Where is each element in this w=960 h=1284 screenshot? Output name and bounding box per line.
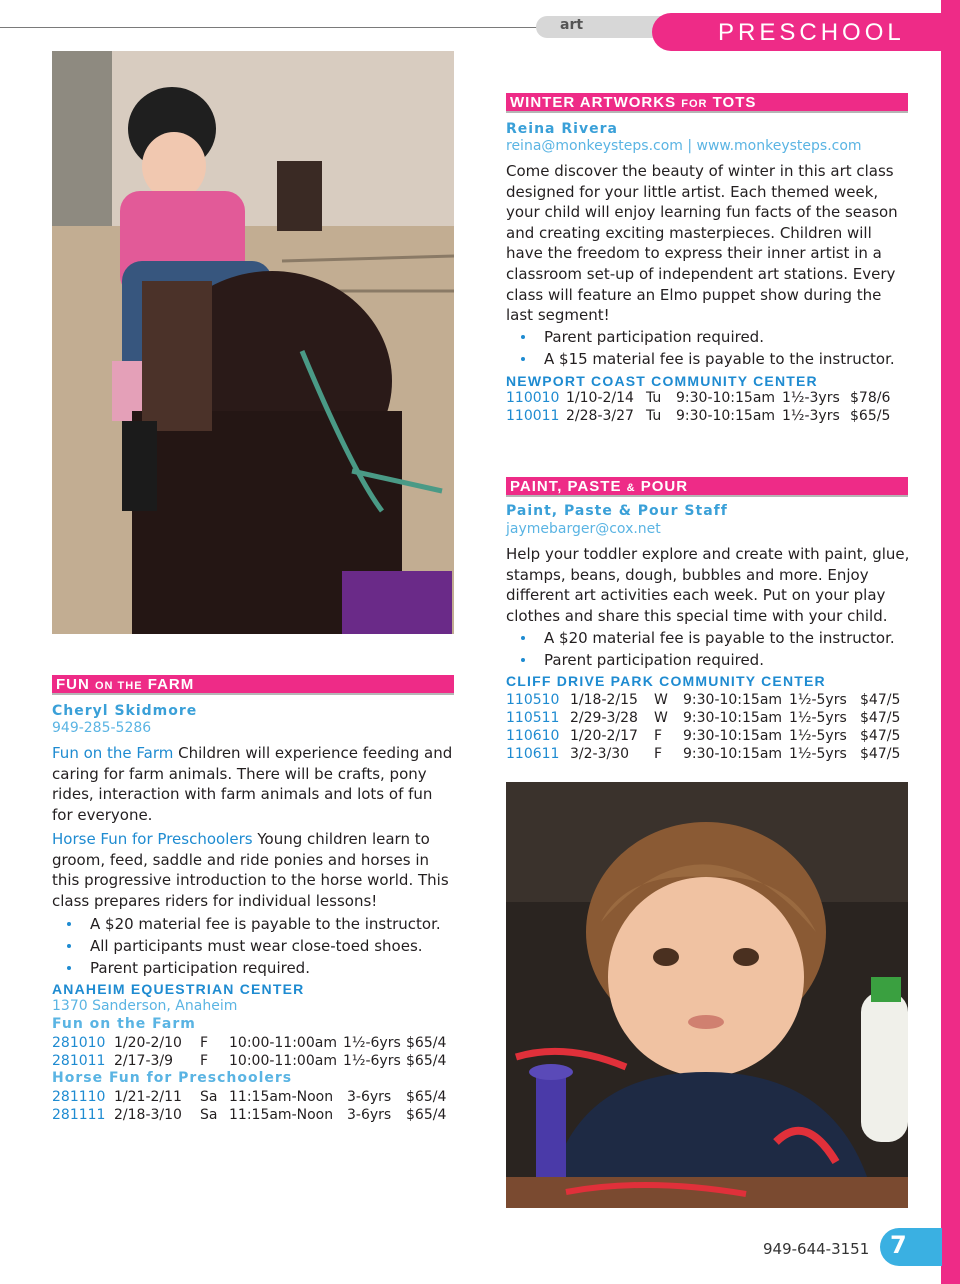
class-day: Tu: [646, 390, 662, 406]
pony-photo: [52, 51, 454, 634]
winter-center: NEWPORT COAST COMMUNITY CENTER: [506, 373, 818, 389]
farm-phone: 949-285-5286: [52, 720, 152, 736]
class-ages: 1½-6yrs: [343, 1053, 401, 1069]
paint-bullets: [506, 627, 910, 671]
farm-lead-2: Horse Fun for Preschoolers: [52, 830, 253, 848]
farm-desc-2: Young children learn to groom, feed, saddle and ride ponies and horses in this progressive introduction to the horse world. This class prepares riders for individual lessons!: [52, 830, 449, 910]
class-ages: 1½-3yrs: [782, 390, 840, 406]
class-ages: 3-6yrs: [347, 1089, 392, 1105]
page-number-tab: [880, 1228, 942, 1266]
bullet-item: Parent participation required.: [506, 649, 910, 671]
paint-title-bar: [506, 477, 908, 497]
class-time: 9:30-10:15am: [683, 692, 783, 708]
farm-schedule-table-1: [52, 1034, 446, 1070]
farm-lead-1: Fun on the Farm: [52, 744, 174, 762]
class-fee: $47/5: [860, 692, 901, 708]
class-dates: 2/29-3/28: [570, 710, 638, 726]
farm-instructor: Cheryl Skidmore: [52, 703, 198, 719]
class-ages: 3-6yrs: [347, 1107, 392, 1123]
class-fee: $78/6: [850, 390, 891, 406]
farm-title-small: ON THE: [95, 680, 143, 692]
paint-schedule-table: [506, 691, 900, 763]
class-code: 281110: [52, 1089, 106, 1105]
farm-title-bar: [52, 675, 454, 695]
class-code: 110611: [506, 746, 560, 762]
class-ages: 1½-5yrs: [789, 746, 847, 762]
class-time: 9:30-10:15am: [676, 390, 776, 406]
class-time: 9:30-10:15am: [683, 728, 783, 744]
farm-address: 1370 Sanderson, Anaheim: [52, 998, 238, 1014]
class-ages: 1½-5yrs: [789, 728, 847, 744]
class-time: 11:15am-Noon: [229, 1089, 334, 1105]
class-fee: $47/5: [860, 728, 901, 744]
farm-center: ANAHEIM EQUESTRIAN CENTER: [52, 981, 305, 997]
farm-title-part: FARM: [142, 676, 195, 693]
paint-instructor: Paint, Paste & Pour Staff: [506, 503, 728, 519]
class-time: 10:00-11:00am: [229, 1035, 337, 1051]
class-time: 11:15am-Noon: [229, 1107, 334, 1123]
farm-description-2: [52, 829, 456, 911]
farm-bullets: [52, 913, 456, 979]
class-fee: $65/4: [406, 1107, 447, 1123]
winter-title-part: WINTER ARTWORKS: [510, 94, 682, 111]
table-row: [52, 1034, 446, 1052]
class-time: 9:30-10:15am: [676, 408, 776, 424]
farm-subhead-2: Horse Fun for Preschoolers: [52, 1070, 293, 1086]
class-dates: 1/18-2/15: [570, 692, 638, 708]
class-code: 110010: [506, 390, 560, 406]
paint-center: CLIFF DRIVE PARK COMMUNITY CENTER: [506, 673, 826, 689]
class-fee: $65/4: [406, 1089, 447, 1105]
farm-schedule-table-2: [52, 1088, 446, 1124]
table-row: [506, 691, 900, 709]
table-row: [506, 727, 900, 745]
class-dates: 1/21-2/11: [114, 1089, 182, 1105]
farm-title-part: FUN: [56, 676, 95, 693]
farm-subhead-1: Fun on the Farm: [52, 1016, 196, 1032]
class-fee: $65/4: [406, 1035, 447, 1051]
farm-desc-1: Children will experience feeding and caring for farm animals. There will be crafts, pony rides, interaction with farm animals and lots of fun for everyone.: [52, 744, 453, 824]
bullet-item: All participants must wear close-toed shoes.: [52, 935, 456, 957]
class-fee: $65/5: [850, 408, 891, 424]
winter-title-small: FOR: [681, 98, 708, 110]
class-day: F: [654, 728, 663, 744]
farm-description-1: [52, 743, 456, 825]
footer-phone: 949-644-3151: [763, 1240, 870, 1258]
table-row: [52, 1106, 446, 1124]
class-code: 110510: [506, 692, 560, 708]
class-time: 9:30-10:15am: [683, 710, 783, 726]
class-code: 110511: [506, 710, 560, 726]
class-day: Tu: [646, 408, 662, 424]
class-fee: $47/5: [860, 746, 901, 762]
class-dates: 2/17-3/9: [114, 1053, 174, 1069]
table-row: [506, 709, 900, 727]
class-day: F: [200, 1035, 209, 1051]
paint-description: Help your toddler explore and create with paint, glue, stamps, beans, dough, bubbles and more. Enjoy different art activities each week. Put on your play clothes and share this special time with your child.: [506, 545, 910, 625]
class-code: 281011: [52, 1053, 106, 1069]
winter-description: Come discover the beauty of winter in this art class designed for your little artist. Each themed week, your child will enjoy learning fun facts of the season and creating exciting masterpieces. Children will have the freedom to express their inner artist in a classroom set-up of independent art stations. Every class will feature an Elmo puppet show during the last segment!: [506, 162, 898, 325]
table-row: [506, 407, 890, 425]
class-ages: 1½-6yrs: [343, 1035, 401, 1051]
class-code: 110011: [506, 408, 560, 424]
bullet-item: Parent participation required.: [506, 326, 910, 348]
class-ages: 1½-5yrs: [789, 710, 847, 726]
class-time: 9:30-10:15am: [683, 746, 783, 762]
class-code: 281111: [52, 1107, 106, 1123]
class-dates: 3/2-3/30: [570, 746, 630, 762]
class-code: 110610: [506, 728, 560, 744]
category-label: art: [560, 17, 584, 33]
section-tab: [652, 13, 952, 51]
winter-contact[interactable]: reina@monkeysteps.com | www.monkeysteps.com: [506, 138, 862, 154]
class-fee: $47/5: [860, 710, 901, 726]
class-dates: 1/20-2/17: [570, 728, 638, 744]
class-day: Sa: [200, 1107, 218, 1123]
winter-instructor: Reina Rivera: [506, 121, 618, 137]
class-day: F: [654, 746, 663, 762]
section-label: PRESCHOOL: [718, 19, 905, 46]
paint-title-part: PAINT, PASTE: [510, 478, 627, 495]
table-row: [506, 389, 890, 407]
winter-title-part: TOTS: [707, 94, 757, 111]
winter-bullets: [506, 326, 910, 370]
table-row: [52, 1052, 446, 1070]
class-day: Sa: [200, 1089, 218, 1105]
table-row: [506, 745, 900, 763]
boy-photo: [506, 782, 908, 1208]
class-fee: $65/4: [406, 1053, 447, 1069]
right-edge-bar: [941, 0, 960, 1284]
paint-contact[interactable]: jaymebarger@cox.net: [506, 521, 661, 537]
page-number: 7: [890, 1231, 907, 1259]
class-time: 10:00-11:00am: [229, 1053, 337, 1069]
bullet-item: A $20 material fee is payable to the instructor.: [52, 913, 456, 935]
bullet-item: Parent participation required.: [52, 957, 456, 979]
class-dates: 1/20-2/10: [114, 1035, 182, 1051]
class-dates: 1/10-2/14: [566, 390, 634, 406]
class-day: F: [200, 1053, 209, 1069]
header-rule: [0, 27, 560, 28]
winter-schedule-table: [506, 389, 890, 425]
class-day: W: [654, 692, 668, 708]
bullet-item: A $15 material fee is payable to the instructor.: [506, 348, 910, 370]
winter-title-bar: [506, 93, 908, 113]
bullet-item: A $20 material fee is payable to the instructor.: [506, 627, 910, 649]
class-code: 281010: [52, 1035, 106, 1051]
class-ages: 1½-3yrs: [782, 408, 840, 424]
paint-title-part: POUR: [635, 478, 689, 495]
class-ages: 1½-5yrs: [789, 692, 847, 708]
class-dates: 2/18-3/10: [114, 1107, 182, 1123]
class-day: W: [654, 710, 668, 726]
table-row: [52, 1088, 446, 1106]
class-dates: 2/28-3/27: [566, 408, 634, 424]
paint-title-small: &: [626, 482, 636, 494]
